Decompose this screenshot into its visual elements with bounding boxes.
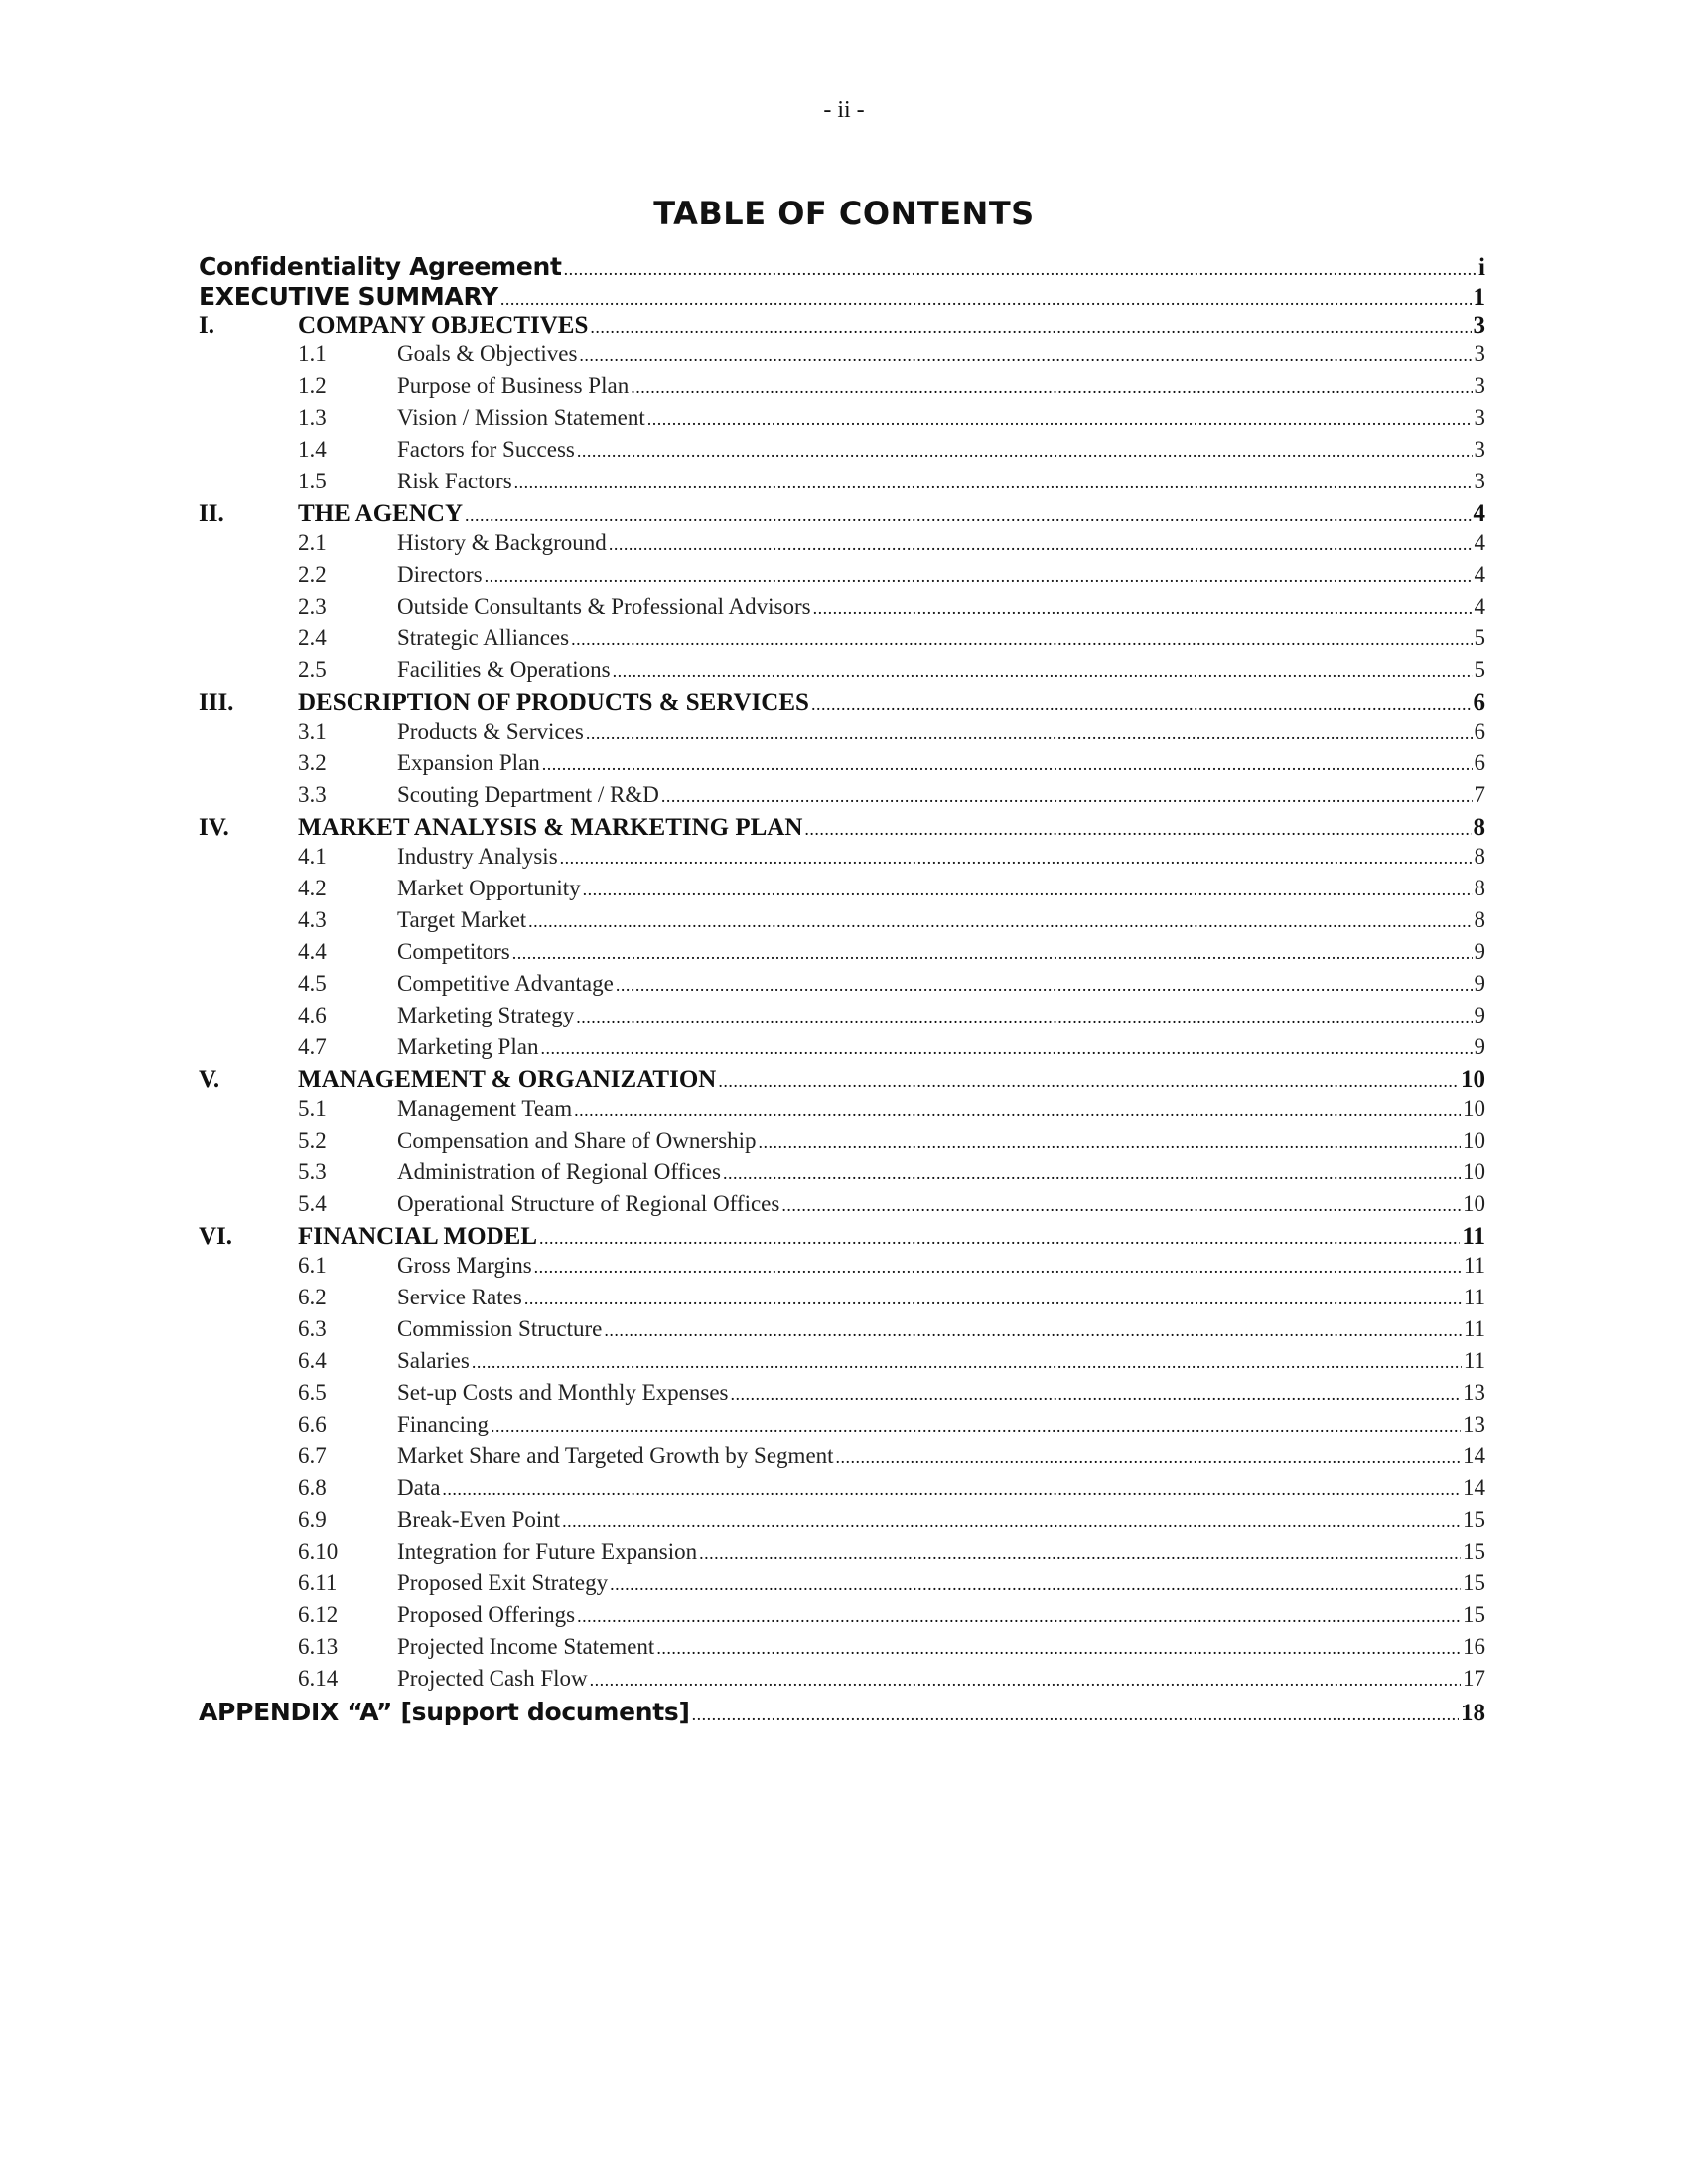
toc-entry-page: 3 xyxy=(1474,437,1485,462)
toc-entry-number: 4.6 xyxy=(298,1003,327,1027)
toc-entry-title: Financing xyxy=(397,1412,489,1436)
toc-entry-title: Products & Services xyxy=(397,719,584,744)
toc-entry-title: Scouting Department / R&D xyxy=(397,782,659,807)
toc-entry-title: Management Team xyxy=(397,1096,573,1121)
dot-leader xyxy=(500,284,1472,312)
toc-subsection-entry[interactable] xyxy=(199,907,1485,939)
dot-leader xyxy=(656,1634,1461,1660)
dot-leader xyxy=(804,814,1471,842)
toc-subsection-entry[interactable] xyxy=(199,437,1485,469)
dot-leader xyxy=(731,1380,1462,1406)
toc-section-entry[interactable] xyxy=(199,814,1485,844)
toc-entry-title: Risk Factors xyxy=(397,469,512,493)
toc-subsection-entry[interactable] xyxy=(199,1539,1485,1570)
toc-entry-page: 3 xyxy=(1474,341,1485,366)
toc-subsection-entry[interactable] xyxy=(199,625,1485,657)
toc-entry-title: Competitive Advantage xyxy=(397,971,614,996)
toc-entry-page: 11 xyxy=(1463,1348,1485,1373)
toc-subsection-entry[interactable] xyxy=(199,562,1485,594)
toc-entry-page: 4 xyxy=(1474,594,1485,618)
toc-entry-number: IV. xyxy=(199,814,229,841)
toc-entry-page: 1 xyxy=(1473,284,1485,311)
toc-subsection-entry[interactable] xyxy=(199,530,1485,562)
toc-entry-page: 3 xyxy=(1474,469,1485,493)
toc-entry-title: Gross Margins xyxy=(397,1253,532,1278)
dot-leader xyxy=(613,657,1473,683)
toc-entry-title: Industry Analysis xyxy=(397,844,558,869)
toc-subsection-entry[interactable] xyxy=(199,405,1485,437)
toc-entry-title: Integration for Future Expansion xyxy=(397,1539,698,1564)
dot-leader xyxy=(647,405,1473,431)
toc-entry-number: 6.1 xyxy=(298,1253,327,1278)
toc-entry-number: 4.4 xyxy=(298,939,327,964)
dot-leader xyxy=(811,689,1472,717)
toc-entry-title: Projected Income Statement xyxy=(397,1634,655,1659)
toc-entry-number: 1.1 xyxy=(298,341,327,366)
toc-entry-title: Outside Consultants & Professional Advisors xyxy=(397,594,811,618)
toc-entry-number: 5.4 xyxy=(298,1191,327,1216)
toc-entry-title: Commission Structure xyxy=(397,1316,603,1341)
toc-entry-number: 6.4 xyxy=(298,1348,327,1373)
toc-entry-number: 3.1 xyxy=(298,719,327,744)
dot-leader xyxy=(577,1602,1461,1628)
toc-entry-title: Vision / Mission Statement xyxy=(397,405,645,430)
dot-leader xyxy=(491,1412,1461,1437)
toc-entry-title: Purpose of Business Plan xyxy=(397,373,630,398)
toc-entry-number: 1.2 xyxy=(298,373,327,398)
toc-entry-number: 6.11 xyxy=(298,1570,338,1595)
toc-section-entry[interactable] xyxy=(199,689,1485,719)
dot-leader xyxy=(514,469,1473,494)
toc-entry-page: 11 xyxy=(1463,1285,1485,1309)
toc-entry-page: 6 xyxy=(1473,689,1485,716)
dot-leader xyxy=(524,1285,1462,1310)
toc-subsection-entry[interactable] xyxy=(199,1348,1485,1380)
toc-entry-page: 8 xyxy=(1474,876,1485,900)
toc-entry-page: 9 xyxy=(1474,939,1485,964)
toc-entry-page: i xyxy=(1478,254,1485,281)
toc-entry-page: 9 xyxy=(1474,1003,1485,1027)
dot-leader xyxy=(759,1128,1461,1154)
toc-entry-title: Salaries xyxy=(397,1348,470,1373)
toc-entry-number: 2.3 xyxy=(298,594,327,618)
toc-subsection-entry[interactable] xyxy=(199,1507,1485,1539)
dot-leader xyxy=(562,1507,1461,1533)
toc-entry-page: 4 xyxy=(1473,500,1485,527)
toc-entry-page: 3 xyxy=(1474,405,1485,430)
toc-entry-page: 4 xyxy=(1474,530,1485,555)
dot-leader xyxy=(539,1223,1460,1251)
toc-front-entry[interactable] xyxy=(199,1698,1485,1727)
toc-entry-number: 6.13 xyxy=(298,1634,339,1659)
dot-leader xyxy=(512,939,1473,965)
toc-subsection-entry[interactable] xyxy=(199,1380,1485,1412)
toc-entry-title: Operational Structure of Regional Offices xyxy=(397,1191,780,1216)
dot-leader xyxy=(610,1570,1461,1596)
toc-entry-number: 3.3 xyxy=(298,782,327,807)
toc-subsection-entry[interactable] xyxy=(199,469,1485,500)
toc-entry-title: EXECUTIVE SUMMARY xyxy=(199,282,498,311)
dot-leader xyxy=(781,1191,1461,1217)
toc-entry-title: Facilities & Operations xyxy=(397,657,611,682)
dot-leader xyxy=(542,751,1473,776)
toc-entry-page: 11 xyxy=(1463,1253,1485,1278)
toc-entry-title: Proposed Offerings xyxy=(397,1602,576,1627)
toc-entry-title: THE AGENCY xyxy=(298,500,464,527)
toc-subsection-entry[interactable] xyxy=(199,1003,1485,1034)
toc-subsection-entry[interactable] xyxy=(199,844,1485,876)
toc-entry-page: 8 xyxy=(1473,814,1485,841)
toc-entry-title: Data xyxy=(397,1475,441,1500)
dot-leader xyxy=(718,1066,1459,1094)
dot-leader xyxy=(813,594,1473,619)
toc-entry-title: Competitors xyxy=(397,939,510,964)
dot-leader xyxy=(528,907,1472,933)
toc-entry-title: Expansion Plan xyxy=(397,751,540,775)
toc-entry-number: VI. xyxy=(199,1223,233,1250)
dot-leader xyxy=(836,1443,1461,1469)
toc-subsection-entry[interactable] xyxy=(199,1443,1485,1475)
toc-subsection-entry[interactable] xyxy=(199,1191,1485,1223)
toc-entry-page: 8 xyxy=(1474,907,1485,932)
dot-leader xyxy=(609,530,1473,556)
toc-entry-number: 5.1 xyxy=(298,1096,327,1121)
toc-entry-title: Market Share and Targeted Growth by Segment xyxy=(397,1443,834,1468)
toc-entry-page: 6 xyxy=(1474,719,1485,744)
dot-leader xyxy=(472,1348,1462,1374)
toc-subsection-entry[interactable] xyxy=(199,1666,1485,1698)
toc-entry-title: FINANCIAL MODEL xyxy=(298,1223,537,1250)
toc-entry-number: 6.8 xyxy=(298,1475,327,1500)
toc-entry-page: 10 xyxy=(1461,1066,1485,1093)
toc-entry-page: 13 xyxy=(1463,1380,1485,1405)
toc-entry-number: I. xyxy=(199,312,214,339)
toc-subsection-entry[interactable] xyxy=(199,1128,1485,1160)
toc-section-entry[interactable] xyxy=(199,500,1485,530)
dot-leader xyxy=(577,437,1473,463)
toc-entry-title: Marketing Plan xyxy=(397,1034,539,1059)
toc-entry-number: 6.12 xyxy=(298,1602,339,1627)
table-of-contents xyxy=(199,252,1485,1727)
page-number: - ii - xyxy=(823,97,865,123)
dot-leader xyxy=(699,1539,1461,1565)
toc-entry-page: 17 xyxy=(1463,1666,1485,1691)
toc-entry-page: 5 xyxy=(1474,657,1485,682)
toc-entry-page: 3 xyxy=(1473,312,1485,339)
dot-leader xyxy=(465,500,1471,528)
toc-subsection-entry[interactable] xyxy=(199,971,1485,1003)
toc-entry-number: 1.3 xyxy=(298,405,327,430)
toc-entry-number: II. xyxy=(199,500,224,527)
toc-entry-title: Marketing Strategy xyxy=(397,1003,575,1027)
toc-subsection-entry[interactable] xyxy=(199,1285,1485,1316)
toc-entry-number: III. xyxy=(199,689,234,716)
toc-entry-page: 9 xyxy=(1474,971,1485,996)
toc-entry-page: 5 xyxy=(1474,625,1485,650)
toc-entry-page: 6 xyxy=(1474,751,1485,775)
toc-subsection-entry[interactable] xyxy=(199,1602,1485,1634)
toc-entry-title: Target Market xyxy=(397,907,527,932)
toc-subsection-entry[interactable] xyxy=(199,1475,1485,1507)
toc-entry-number: 4.7 xyxy=(298,1034,327,1059)
toc-entry-page: 8 xyxy=(1474,844,1485,869)
dot-leader xyxy=(579,341,1472,367)
toc-title: TABLE OF CONTENTS xyxy=(653,195,1035,232)
toc-entry-page: 15 xyxy=(1463,1507,1485,1532)
toc-subsection-entry[interactable] xyxy=(199,1034,1485,1066)
toc-entry-number: 6.2 xyxy=(298,1285,327,1309)
toc-entry-page: 10 xyxy=(1463,1160,1485,1184)
toc-entry-page: 3 xyxy=(1474,373,1485,398)
dot-leader xyxy=(604,1316,1461,1342)
toc-entry-number: 4.3 xyxy=(298,907,327,932)
toc-entry-title: Compensation and Share of Ownership xyxy=(397,1128,757,1153)
toc-entry-page: 14 xyxy=(1463,1475,1485,1500)
toc-front-entry[interactable] xyxy=(199,282,1485,312)
toc-entry-page: 11 xyxy=(1462,1223,1485,1250)
toc-subsection-entry[interactable] xyxy=(199,1412,1485,1443)
dot-leader xyxy=(534,1253,1462,1279)
toc-entry-page: 18 xyxy=(1461,1700,1485,1726)
toc-entry-title: Break-Even Point xyxy=(397,1507,561,1532)
toc-entry-title: Service Rates xyxy=(397,1285,522,1309)
toc-entry-title: Directors xyxy=(397,562,483,587)
toc-entry-title: History & Background xyxy=(397,530,607,555)
dot-leader xyxy=(485,562,1473,588)
toc-entry-number: 6.7 xyxy=(298,1443,327,1468)
toc-entry-number: 4.2 xyxy=(298,876,327,900)
dot-leader xyxy=(692,1700,1459,1727)
dot-leader xyxy=(574,1096,1461,1122)
toc-entry-number: 2.4 xyxy=(298,625,327,650)
toc-subsection-entry[interactable] xyxy=(199,876,1485,907)
dot-leader xyxy=(564,254,1477,282)
toc-entry-title: MARKET ANALYSIS & MARKETING PLAN xyxy=(298,814,803,841)
toc-subsection-entry[interactable] xyxy=(199,1160,1485,1191)
toc-entry-page: 11 xyxy=(1463,1316,1485,1341)
toc-entry-title: COMPANY OBJECTIVES xyxy=(298,312,589,339)
toc-entry-title: Strategic Alliances xyxy=(397,625,570,650)
toc-entry-number: 3.2 xyxy=(298,751,327,775)
dot-leader xyxy=(590,1666,1461,1692)
toc-entry-number: 2.1 xyxy=(298,530,327,555)
toc-entry-page: 10 xyxy=(1463,1096,1485,1121)
toc-entry-page: 9 xyxy=(1474,1034,1485,1059)
toc-entry-page: 16 xyxy=(1463,1634,1485,1659)
toc-entry-number: 4.1 xyxy=(298,844,327,869)
toc-entry-title: Projected Cash Flow xyxy=(397,1666,588,1691)
toc-entry-title: Administration of Regional Offices xyxy=(397,1160,721,1184)
dot-leader xyxy=(723,1160,1461,1185)
toc-entry-title: Proposed Exit Strategy xyxy=(397,1570,609,1595)
toc-entry-number: 6.10 xyxy=(298,1539,339,1564)
toc-entry-title: Factors for Success xyxy=(397,437,575,462)
toc-section-entry[interactable] xyxy=(199,1223,1485,1253)
dot-leader xyxy=(661,782,1473,808)
toc-entry-number: 2.2 xyxy=(298,562,327,587)
toc-entry-number: 6.3 xyxy=(298,1316,327,1341)
dot-leader xyxy=(583,876,1473,901)
toc-entry-title: Goals & Objectives xyxy=(397,341,578,366)
toc-entry-page: 10 xyxy=(1463,1191,1485,1216)
dot-leader xyxy=(576,1003,1472,1028)
toc-entry-number: V. xyxy=(199,1066,220,1093)
toc-entry-page: 15 xyxy=(1463,1539,1485,1564)
toc-entry-page: 15 xyxy=(1463,1602,1485,1627)
toc-entry-number: 6.14 xyxy=(298,1666,339,1691)
toc-entry-page: 15 xyxy=(1463,1570,1485,1595)
dot-leader xyxy=(442,1475,1461,1501)
toc-subsection-entry[interactable] xyxy=(199,1570,1485,1602)
toc-entry-page: 10 xyxy=(1463,1128,1485,1153)
toc-entry-title: Set-up Costs and Monthly Expenses xyxy=(397,1380,729,1405)
toc-entry-page: 7 xyxy=(1474,782,1485,807)
toc-subsection-entry[interactable] xyxy=(199,1253,1485,1285)
toc-entry-number: 6.6 xyxy=(298,1412,327,1436)
toc-subsection-entry[interactable] xyxy=(199,373,1485,405)
toc-front-entry[interactable] xyxy=(199,252,1485,282)
toc-subsection-entry[interactable] xyxy=(199,594,1485,625)
toc-entry-page: 4 xyxy=(1474,562,1485,587)
toc-entry-number: 6.9 xyxy=(298,1507,327,1532)
toc-entry-number: 4.5 xyxy=(298,971,327,996)
toc-subsection-entry[interactable] xyxy=(199,1096,1485,1128)
toc-subsection-entry[interactable] xyxy=(199,341,1485,373)
toc-subsection-entry[interactable] xyxy=(199,939,1485,971)
toc-entry-number: 5.3 xyxy=(298,1160,327,1184)
dot-leader xyxy=(540,1034,1472,1060)
toc-entry-number: 1.4 xyxy=(298,437,327,462)
dot-leader xyxy=(631,373,1472,399)
toc-section-entry[interactable] xyxy=(199,312,1485,341)
toc-subsection-entry[interactable] xyxy=(199,657,1485,689)
toc-entry-title: Market Opportunity xyxy=(397,876,581,900)
dot-leader xyxy=(616,971,1473,997)
toc-entry-title: DESCRIPTION OF PRODUCTS & SERVICES xyxy=(298,689,809,716)
toc-entry-number: 1.5 xyxy=(298,469,327,493)
toc-subsection-entry[interactable] xyxy=(199,1316,1485,1348)
toc-entry-page: 13 xyxy=(1463,1412,1485,1436)
toc-entry-title: Confidentiality Agreement xyxy=(199,252,562,281)
toc-subsection-entry[interactable] xyxy=(199,751,1485,782)
toc-entry-number: 5.2 xyxy=(298,1128,327,1153)
toc-section-entry[interactable] xyxy=(199,1066,1485,1096)
dot-leader xyxy=(560,844,1473,870)
toc-subsection-entry[interactable] xyxy=(199,1634,1485,1666)
toc-entry-number: 6.5 xyxy=(298,1380,327,1405)
toc-entry-title: MANAGEMENT & ORGANIZATION xyxy=(298,1066,717,1093)
toc-entry-title: APPENDIX “A” [support documents] xyxy=(199,1698,690,1726)
toc-entry-page: 14 xyxy=(1463,1443,1485,1468)
dot-leader xyxy=(590,312,1471,340)
toc-subsection-entry[interactable] xyxy=(199,782,1485,814)
dot-leader xyxy=(586,719,1473,745)
dot-leader xyxy=(571,625,1472,651)
toc-subsection-entry[interactable] xyxy=(199,719,1485,751)
toc-entry-number: 2.5 xyxy=(298,657,327,682)
